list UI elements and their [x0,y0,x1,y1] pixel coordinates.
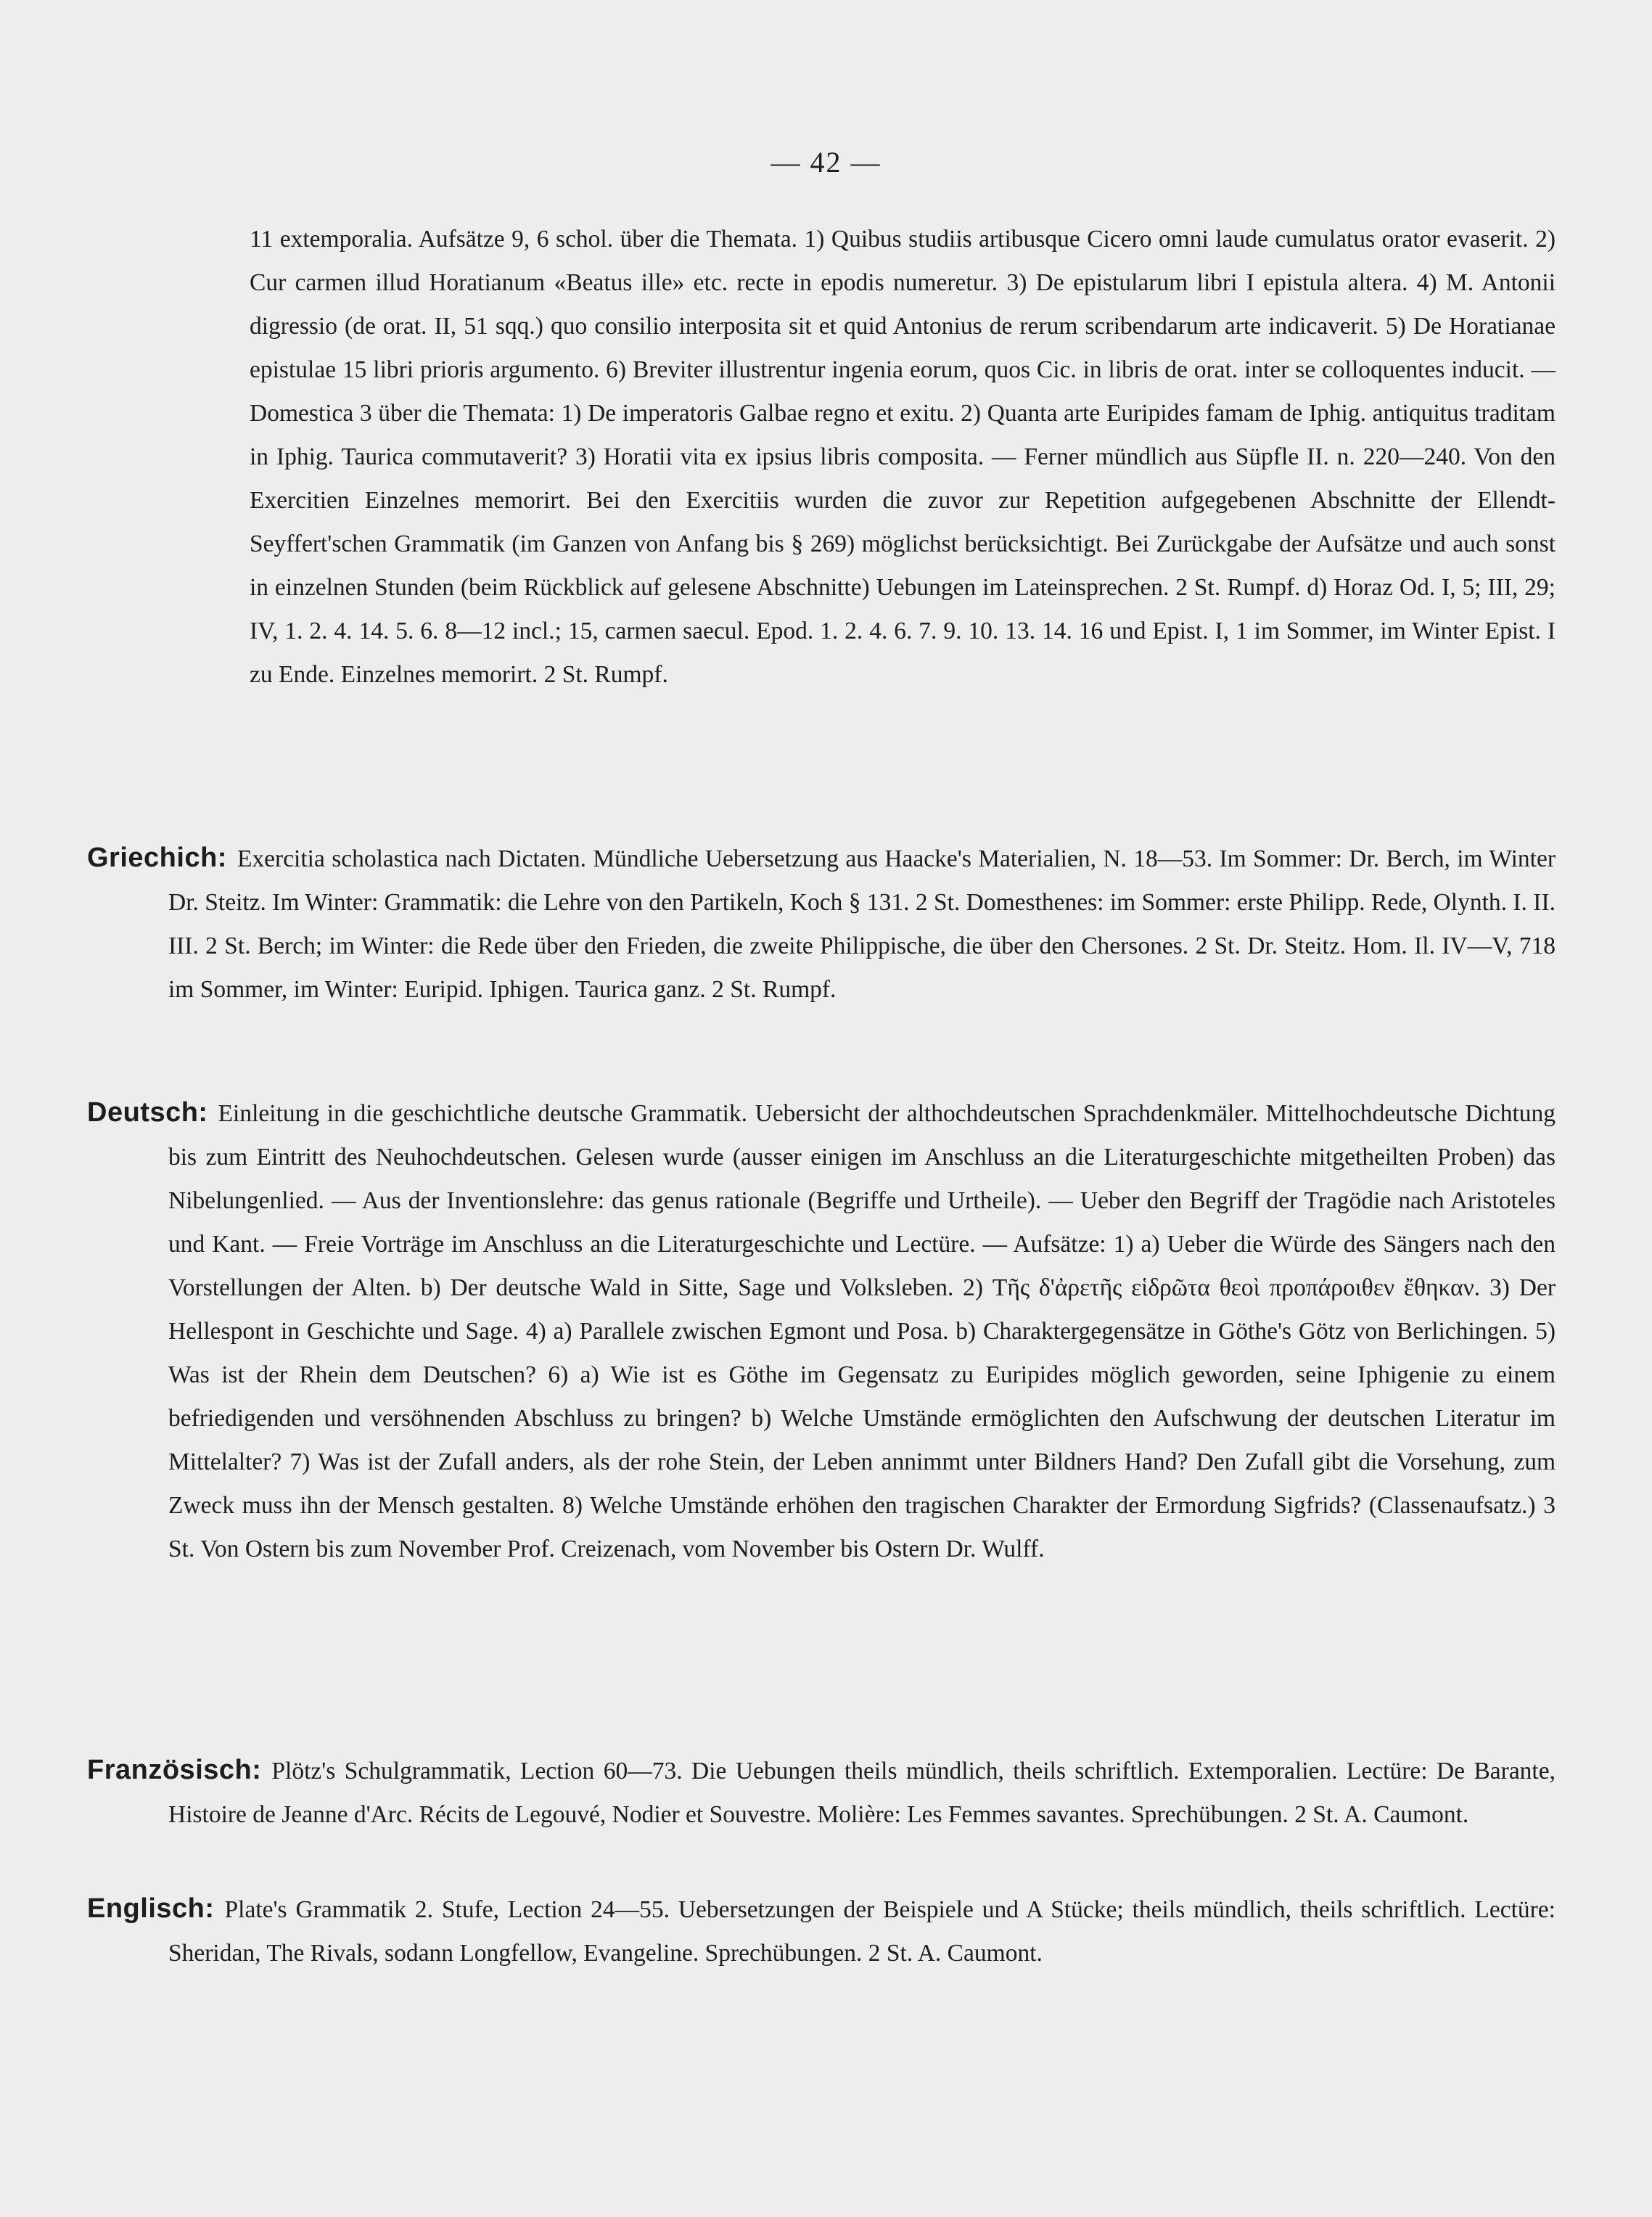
section-text: Einleitung in die geschichtliche deutsche Grammatik. Uebersicht der althochdeutschen Sprachdenkmäler. Mittelhochdeutsche Dichtung bis zum Eintritt des Neuhochdeutschen. Gelesen wurde (ausser einigen im Anschluss an die Literaturgeschichte mitgetheilten Proben) das Nibelungenlied. — Aus der Inventionslehre: das genus rationale (Begriffe und Urtheile). — Ueber den Begriff der Tragödie nach Aristoteles und Kant. — Freie Vorträge im Anschluss an die Literaturgeschichte und Lectüre. — Aufsätze: 1) a) Ueber die Würde des Sängers nach den Vorstellungen der Alten. b) Der deutsche Wald in Sitte, Sage und Volksleben. 2) Τῆς δ'ἀρετῆς εἱδρῶτα θεοὶ προπάροιθεν ἔθηκαν. 3) Der Hellespont in Geschichte und Sage. 4) a) Parallele zwischen Egmont und Posa. b) Charaktergegensätze in Göthe's Götz von Berlichingen. 5) Was ist der Rhein dem Deutschen? 6) a) Wie ist es Göthe im Gegensatz zu Euripides möglich geworden, seine Iphigenie zu einem befriedigenden und versöhnenden Abschluss zu bringen? b) Welche Umstände ermöglichten den Aufschwung der deutschen Literatur im Mittelalter? 7) Was ist der Zufall anders, als der rohe Stein, der Leben annimmt unter Bildners Hand? Den Zufall gibt die Vorsehung, zum Zweck muss ihn der Mensch gestalten. 8) Welche Umstände erhöhen den tragischen Charakter der Ermordung Sigfrids? (Classenaufsatz.) 3 St. Von Ostern bis zum November Prof. Creizenach, vom November bis Ostern Dr. Wulff. [168,1100,1556,1562]
section-heading: Englisch: [87,1893,215,1924]
page-number: — 42 — [770,146,882,179]
section-deutsch [87,1091,1556,1571]
section-text: Exercitia scholastica nach Dictaten. Mündliche Uebersetzung aus Haacke's Materialien, N. 18—53. Im Sommer: Dr. Berch, im Winter Dr. Steitz. Im Winter: Grammatik: die Lehre von den Partikeln, Koch § 131. 2 St. Domesthenes: im Sommer: erste Philipp. Rede, Olynth. I. II. III. 2 St. Berch; im Winter: die Rede über den Frieden, die zweite Philippische, die über den Chersones. 2 St. Dr. Steitz. Hom. Il. IV—V, 718 im Sommer, im Winter: Euripid. Iphigen. Taurica ganz. 2 St. Rumpf. [168,845,1556,1003]
section-text: Plate's Grammatik 2. Stufe, Lection 24—55. Uebersetzungen der Beispiele und A Stücke; theils mündlich, theils schriftlich. Lectüre: Sheridan, The Rivals, sodann Longfellow, Evangeline. Sprechübungen. 2 St. A. Caumont. [168,1896,1556,1967]
section-text: Plötz's Schulgrammatik, Lection 60—73. Die Uebungen theils mündlich, theils schriftlich. Extemporalien. Lectüre: De Barante, Histoire de Jeanne d'Arc. Récits de Legouvé, Nodier et Souvestre. Molière: Les Femmes savantes. Sprechübungen. 2 St. A. Caumont. [168,1758,1556,1828]
section-heading: Französisch: [87,1755,262,1785]
section-heading: Griechich: [87,843,227,873]
section-deutsch-body [87,1091,1556,1571]
section-franzoesisch [87,1748,1556,1837]
section-heading: Deutsch: [87,1097,208,1128]
section-griechisch-body [87,836,1556,1012]
section-griechisch [87,836,1556,1012]
section-englisch [87,1887,1556,1975]
latin-section-continuation: 11 extemporalia. Aufsätze 9, 6 schol. über die Themata. 1) Quibus studiis artibusque Cicero omni laude cumulatus orator evaserit. 2) Cur carmen illud Horatianum «Beatus ille» etc. recte in epodis numeretur. 3) De epistularum libri I epistula altera. 4) M. Antonii digressio (de orat. II, 51 sqq.) quo consilio interposita sit et quid Antonius de rerum scribendarum arte indicaverit. 5) De Horatianae epistulae 15 libri prioris argumento. 6) Breviter illustrentur ingenia eorum, quos Cic. in libris de orat. inter se colloquentes inducit. — Domestica 3 über die Themata: 1) De imperatoris Galbae regno et exitu. 2) Quanta arte Euripides famam de Iphig. antiquitus traditam in Iphig. Taurica commutaverit? 3) Horatii vita ex ipsius libris composita. — Ferner mündlich aus Süpfle II. n. 220—240. Von den Exercitien Einzelnes memorirt. Bei den Exercitiis wurden die zuvor zur Repetition aufgegebenen Abschnitte der Ellendt-Seyffert'schen Grammatik (im Ganzen von Anfang bis § 269) möglichst berücksichtigt. Bei Zurückgabe der Aufsätze und auch sonst in einzelnen Stunden (beim Rückblick auf gelesene Abschnitte) Uebungen im Lateinsprechen. 2 St. Rumpf. d) Horaz Od. I, 5; III, 29; IV, 1. 2. 4. 14. 5. 6. 8—12 incl.; 15, carmen saecul. Epod. 1. 2. 4. 6. 7. 9. 10. 13. 14. 16 und Epist. I, 1 im Sommer, im Winter Epist. I zu Ende. Einzelnes memorirt. 2 St. Rumpf. [250,226,1556,688]
section-franzoesisch-body [87,1748,1556,1837]
section-englisch-body [87,1887,1556,1975]
